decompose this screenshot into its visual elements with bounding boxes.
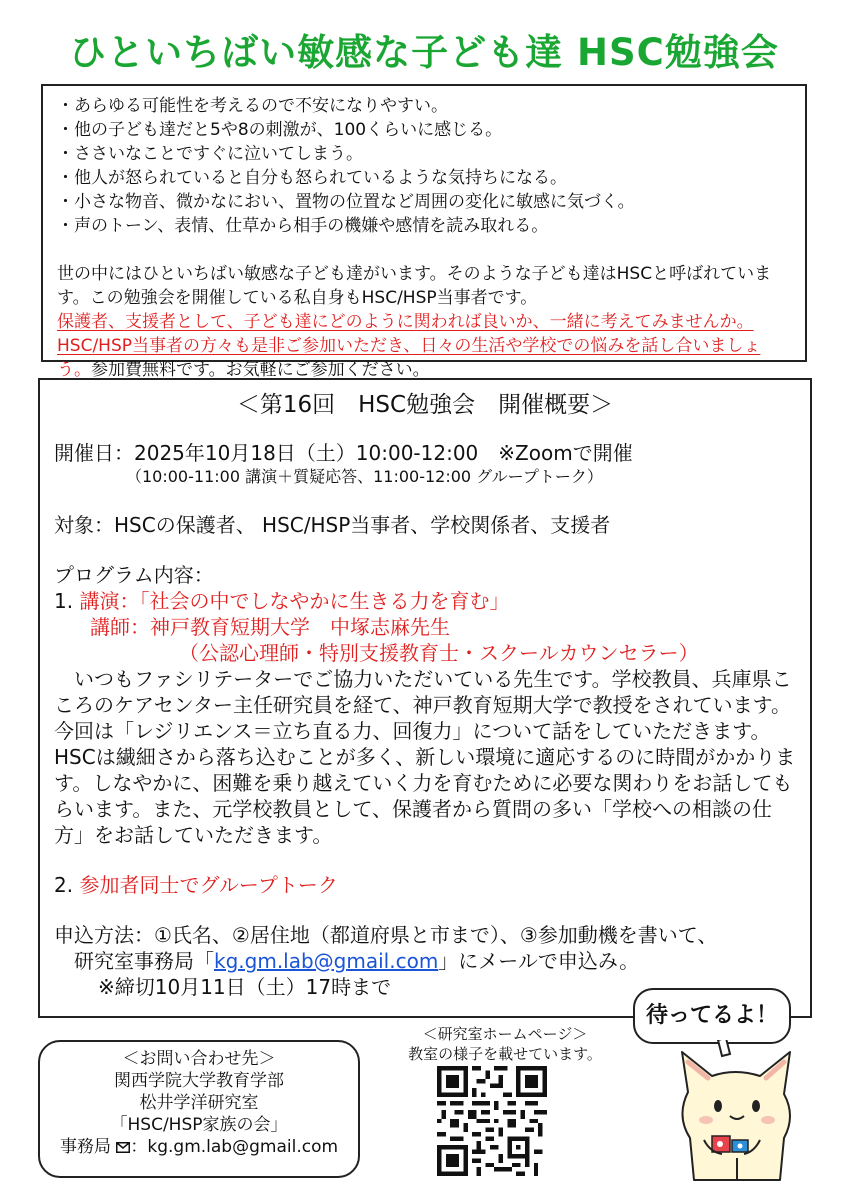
program-item-1	[54, 588, 796, 614]
qr-code[interactable]	[437, 1066, 547, 1176]
cat-mascot-illustration	[660, 1040, 810, 1190]
application-email-line	[54, 948, 796, 974]
speech-bubble: 待ってるよ！	[633, 988, 791, 1044]
application-email-link[interactable]: kg.gm.lab@gmail.com	[214, 949, 439, 973]
program-item-2	[54, 872, 796, 898]
invitation-text: 保護者、支援者として、子ども達にどのように関われば良いか、一緒に考えてみませんか。HSC/HSP当事者の方々も是非ご参加いただき、日々の生活や学校での悩みを話し合いましょう。	[57, 312, 761, 380]
list-item: ・小さな物音、微かなにおい、置物の位置など周囲の変化に敏感に気づく。	[57, 192, 635, 212]
contact-box	[38, 1040, 360, 1178]
homepage-caption	[380, 1024, 630, 1064]
lecture-title: 講演：「社会の中でしなやかに生きる力を育む」	[79, 589, 510, 613]
contact-email[interactable]: ：kg.gm.lab@gmail.com	[130, 1137, 339, 1157]
free-participation-text: 参加費無料です。お気軽にご参加ください。	[91, 360, 430, 380]
contact-university: 関西学院大学教育学部	[114, 1071, 284, 1091]
contact-group: 「HSC/HSP家族の会」	[110, 1115, 288, 1135]
hsc-traits-list	[57, 94, 791, 238]
intro-box	[41, 84, 807, 380]
list-item: ・他の子ども達だと5や8の刺激が、100くらいに感じる。	[57, 120, 503, 140]
list-item: ・ささいなことですぐに泣いてしまう。	[57, 144, 363, 164]
item-number: 2.	[54, 873, 74, 897]
mail-icon	[116, 1142, 130, 1153]
application-method: 申込方法：①氏名、②居住地（都道府県と市まで）、③参加動機を書いて、	[54, 923, 718, 947]
page-title: ひといちばい敏感な子ども達 HSC勉強会	[69, 31, 779, 74]
lecturer-name: 講師：神戸教育短期大学 中塚志麻先生	[90, 615, 450, 639]
event-date: 開催日：2025年10月18日（土）10:00-12:00 ※Zoomで開催	[54, 441, 633, 465]
intro-text: 世の中にはひといちばい敏感な子ども達がいます。そのような子ども達はHSCと呼ばれています。この勉強会を開催している私自身もHSC/HSP当事者です。	[57, 264, 772, 308]
homepage-caption-sub: 教室の様子を載せています。	[408, 1045, 602, 1063]
lecture-description: いつもファシリテーターでご協力いただいている先生です。学校教員、兵庫県こころのケアセンター主任研究員を経て、神戸教育短期大学で教授をされています。今回は「レジリエンス＝立ち直る力、回復力」について話をしていただきます。HSCは繊細さから落ち込むことが多く、新しい環境に適応するのに時間がかかります。しなやかに、困難を乗り越えていく力を育むために必要な関わりをお話してもらいます。また、元学校教員として、保護者から質問の多い「学校への相談の仕方」をお話していただきます。	[54, 667, 796, 847]
event-schedule: （10:00-11:00 講演＋質疑応答、11:00-12:00 グループトーク）	[126, 467, 603, 486]
event-overview-box	[38, 378, 812, 1018]
homepage-caption-title: ＜研究室ホームページ＞	[422, 1025, 588, 1043]
list-item: ・あらゆる可能性を考えるので不安になりやすい。	[57, 96, 448, 116]
contact-lab: 松井学洋研究室	[139, 1093, 259, 1113]
item-number: 1.	[54, 589, 74, 613]
application-deadline: ※締切10月11日（土）17時まで	[98, 975, 392, 999]
list-item: ・他人が怒られていると自分も怒られているような気持ちになる。	[57, 168, 567, 188]
apply-post-text: 」にメールで申込み。	[438, 949, 640, 973]
list-item: ・声のトーン、表情、仕草から相手の機嫌や感情を読み取れる。	[57, 216, 549, 236]
contact-email-line	[40, 1136, 358, 1158]
overview-heading: ＜第16回 HSC勉強会 開催概要＞	[236, 392, 614, 418]
office-label: 事務局	[59, 1137, 111, 1157]
group-talk-title: 参加者同士でグループトーク	[79, 873, 338, 897]
apply-pre-text: 研究室事務局「	[74, 949, 214, 973]
lecturer-titles: （公認心理師・特別支援教育士・スクールカウンセラー）	[179, 641, 699, 665]
program-label: プログラム内容：	[54, 563, 214, 587]
contact-header: ＜お問い合わせ先＞	[122, 1049, 276, 1069]
target-audience: 対象：HSCの保護者、 HSC/HSP当事者、学校関係者、支援者	[54, 513, 611, 537]
intro-paragraph	[57, 262, 791, 382]
